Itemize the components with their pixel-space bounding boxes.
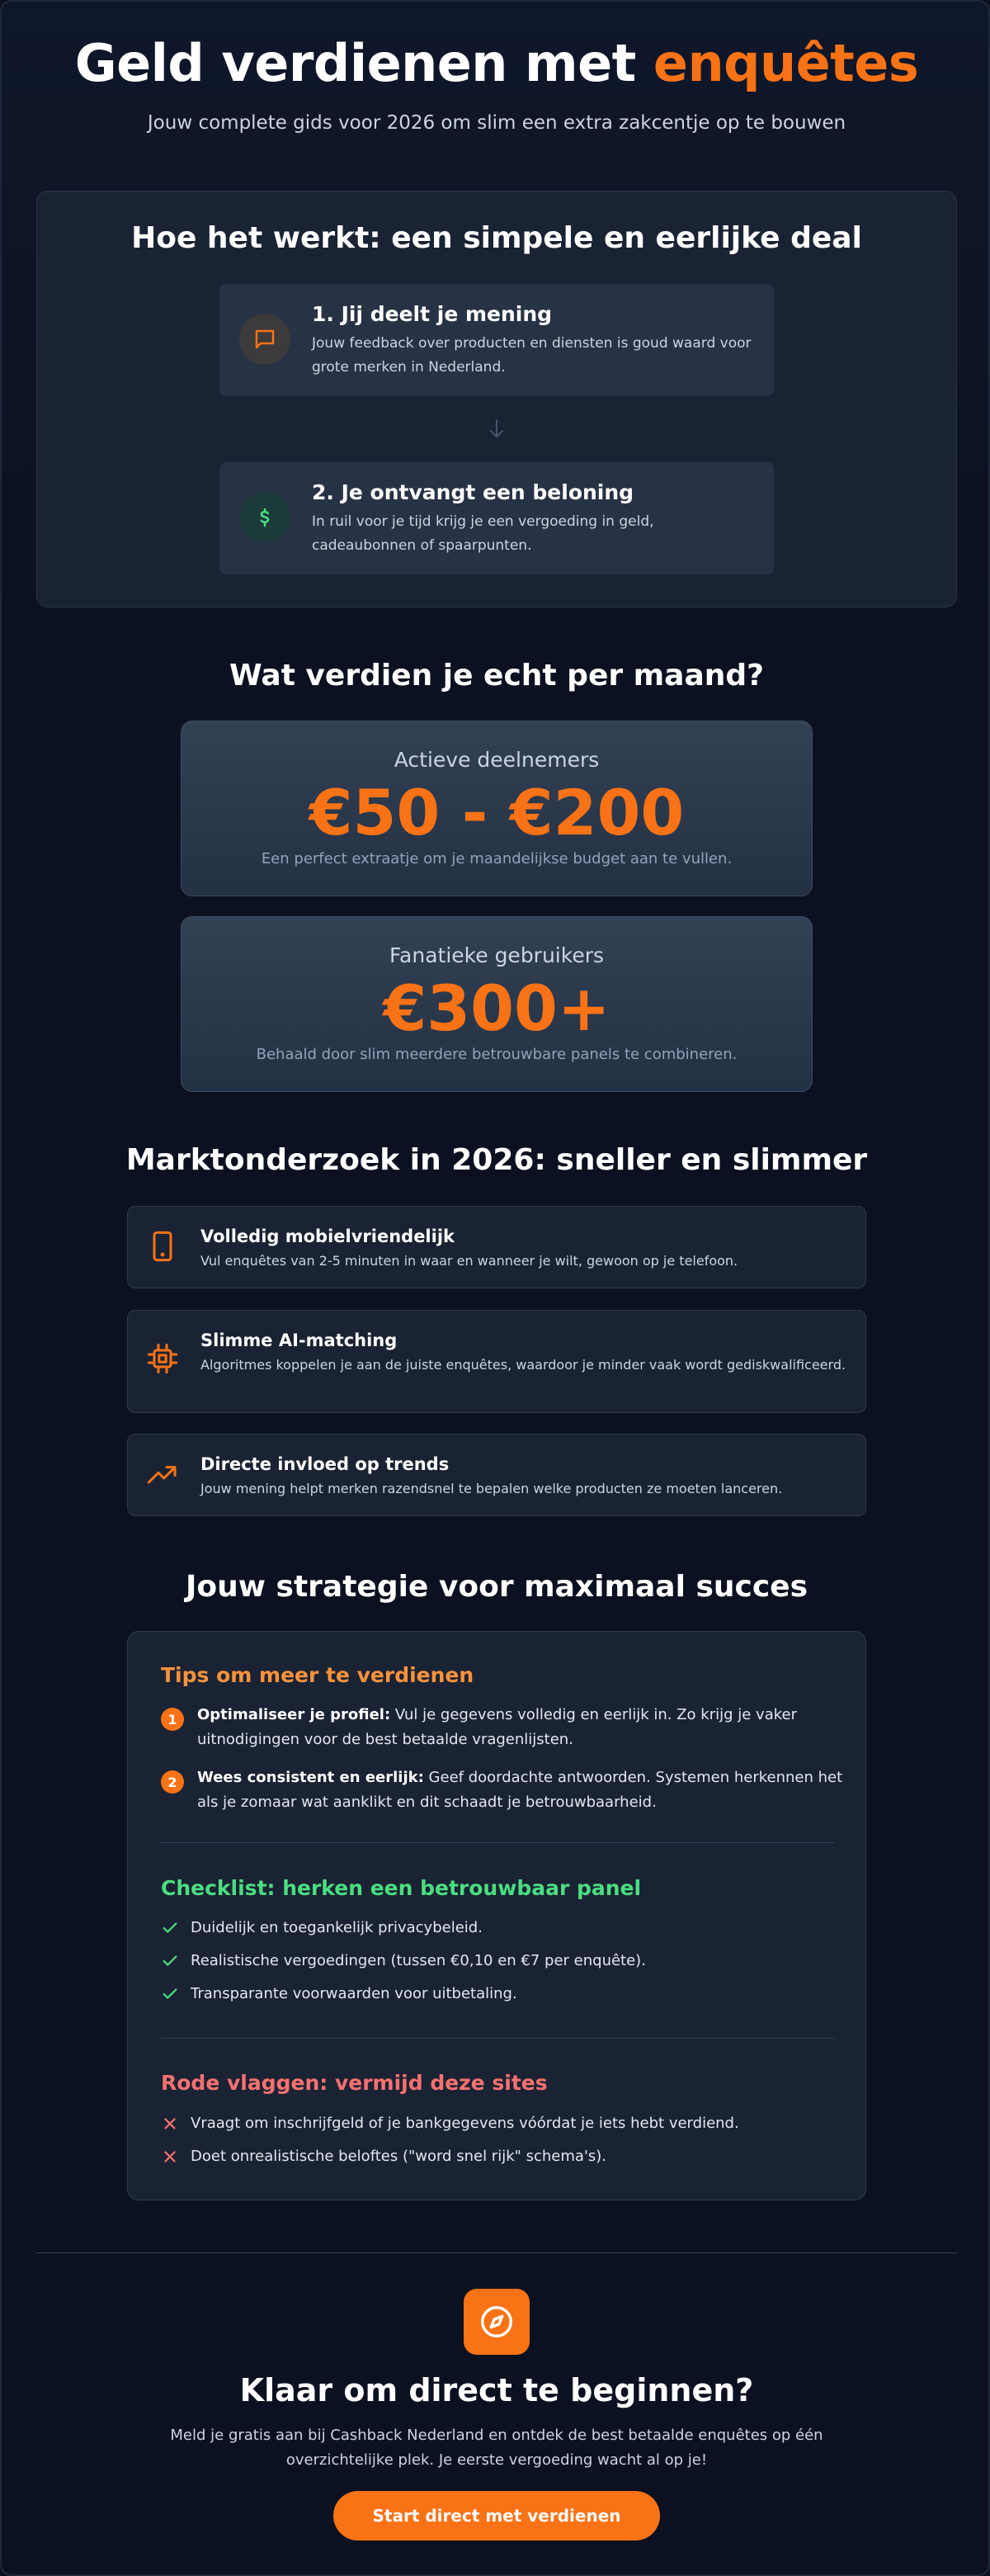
how-it-works-heading: Hoe het werkt: een simpele en eerlijke deal (131, 221, 862, 255)
page-subtitle: Jouw complete gids voor 2026 om slim een extra zakcentje op te bouwen (147, 112, 846, 134)
tips-heading: Tips om meer te verdienen (161, 1663, 474, 1687)
footer-divider (36, 2252, 957, 2253)
divider (161, 2038, 834, 2039)
title-accent: enquêtes (653, 33, 919, 93)
feature-card-trends (127, 1434, 866, 1516)
redflag-item: Vraagt om inschrijfgeld of je bankgegevens vóórdat je iets hebt verdiend. (191, 2115, 739, 2132)
feature-card-mobile (127, 1206, 866, 1288)
feature-card-ai (127, 1310, 866, 1413)
strategy-heading: Jouw strategie voor maximaal succes (185, 1570, 808, 1604)
checklist-item: Transparante voorwaarden voor uitbetaling. (191, 1985, 517, 2002)
step-card-share-opinion (219, 284, 774, 396)
earnings-value: €50 - €200 (309, 776, 685, 849)
page-title: Geld verdienen met enquêtes (74, 33, 919, 93)
cpu-chip-icon (146, 1342, 179, 1375)
step-description: In ruil voor je tijd krijg je een vergoeding in geld, cadeaubonnen of spaarpunten. (312, 513, 654, 554)
feature-title: Slimme AI-matching (200, 1331, 398, 1350)
check-icon (161, 1985, 179, 2003)
step-card-receive-reward (219, 462, 774, 574)
earnings-note: Een perfect extraatje om je maandelijkse budget aan te vullen. (261, 850, 733, 867)
feature-description: Jouw mening helpt merken razendsnel te bepalen welke producten ze moeten lanceren. (200, 1481, 783, 1496)
arrow-down-icon (487, 417, 507, 442)
step-title: 2. Je ontvangt een beloning (312, 480, 634, 504)
earnings-note: Behaald door slim meerdere betrouwbare panels te combineren. (256, 1046, 738, 1063)
cross-icon (161, 2148, 179, 2166)
earnings-card-active (181, 721, 813, 896)
check-icon (161, 1919, 179, 1937)
cta-description: Meld je gratis aan bij Cashback Nederland en ontdek de best betaalde enquêtes op één overzichtelijke plek. Je eerste vergoeding wacht al op je! (170, 2427, 823, 2469)
earnings-heading: Wat verdien je echt per maand? (229, 659, 765, 692)
earnings-label: Actieve deelnemers (394, 748, 600, 772)
money-icon (239, 492, 290, 543)
tip-item: Optimaliseer je profiel: Vul je gegevens volledig en eerlijk in. Zo krijg je vaker uitnodigingen voor de best betaalde vragenlijsten. (197, 1706, 797, 1748)
cross-icon (161, 2115, 179, 2133)
check-icon (161, 1952, 179, 1970)
chat-bubble-icon (239, 314, 290, 365)
earnings-value: €300+ (383, 971, 610, 1045)
checklist-item: Realistische vergoedingen (tussen €0,10 en €7 per enquête). (191, 1952, 646, 1969)
redflag-item: Doet onrealistische beloftes ("word snel rijk" schema's). (191, 2148, 607, 2165)
tip-number-badge: 1 (161, 1708, 184, 1731)
cta-title: Klaar om direct te beginnen? (239, 2372, 754, 2408)
start-earning-button[interactable]: Start direct met verdienen (333, 2491, 660, 2541)
feature-description: Algoritmes koppelen je aan de juiste enquêtes, waardoor je minder vaak wordt gediskwalificeerd. (200, 1357, 846, 1373)
step-title: 1. Jij deelt je mening (312, 302, 553, 326)
step-description: Jouw feedback over producten en diensten is goud waard voor grote merken in Nederland. (312, 335, 752, 376)
feature-title: Directe invloed op trends (200, 1454, 450, 1474)
checklist-heading: Checklist: herken een betrouwbaar panel (161, 1876, 642, 1900)
redflags-heading: Rode vlaggen: vermijd deze sites (161, 2071, 548, 2095)
smartphone-icon (146, 1230, 179, 1263)
checklist-item: Duidelijk en toegankelijk privacybeleid. (191, 1919, 483, 1936)
market-heading: Marktonderzoek in 2026: sneller en slimmer (125, 1143, 868, 1177)
tip-number-badge: 2 (161, 1770, 184, 1794)
tip-item: Wees consistent en eerlijk: Geef doordachte antwoorden. Systemen herkennen het als je zomaar wat aanklikt en dit schaadt je betrouwbaarheid. (197, 1769, 843, 1811)
earnings-card-fanatic (181, 916, 813, 1092)
earnings-label: Fanatieke gebruikers (389, 943, 605, 967)
feature-title: Volledig mobielvriendelijk (200, 1227, 455, 1246)
divider (161, 1842, 834, 1843)
strategy-section (127, 1631, 866, 2200)
trending-up-icon (146, 1458, 179, 1491)
compass-icon (464, 2289, 530, 2355)
feature-description: Vul enquêtes van 2-5 minuten in waar en wanneer je wilt, gewoon op je telefoon. (200, 1253, 738, 1269)
